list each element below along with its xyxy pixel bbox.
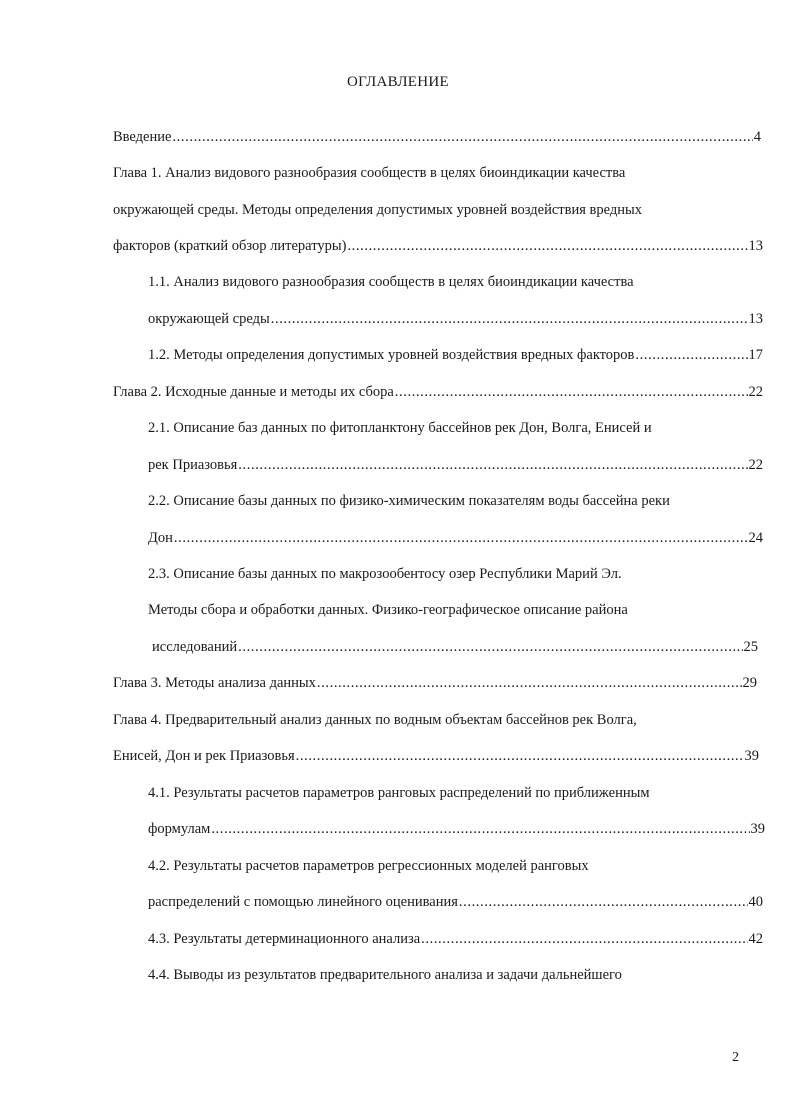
toc-line: Глава 4. Предварительный анализ данных по водным объектам бассейнов рек Волга, [113, 712, 637, 728]
toc-entry-2-1 [148, 454, 763, 476]
toc-entry-page: 25 [743, 639, 758, 655]
toc-entry-title: Глава 3. Методы анализа данных [113, 675, 316, 691]
toc-leader [395, 381, 748, 403]
toc-entry-page: 42 [748, 931, 763, 947]
toc-entry-4-2 [148, 891, 763, 913]
toc-leader [317, 672, 742, 694]
toc-entry-intro [113, 126, 761, 148]
toc-entry-1-2 [148, 344, 763, 366]
page-number: 2 [732, 1050, 739, 1065]
toc-entry-page: 39 [750, 821, 765, 837]
toc-entry-page: 24 [748, 530, 763, 546]
toc-entry-title: Введение [113, 129, 172, 145]
toc-entry-title: факторов (краткий обзор литературы) [113, 238, 347, 254]
toc-entry-1-1 [148, 308, 763, 330]
toc-entry-page: 13 [748, 238, 763, 254]
toc-entry-page: 29 [742, 675, 757, 691]
toc-line: 4.2. Результаты расчетов параметров регрессионных моделей ранговых [148, 858, 589, 874]
toc-line: окружающей среды. Методы определения допустимых уровней воздействия вредных [113, 202, 642, 218]
toc-entry-title: Глава 2. Исходные данные и методы их сбора [113, 384, 394, 400]
toc-leader [635, 344, 747, 366]
toc-entry-4-3 [148, 928, 763, 950]
toc-entry-title: 4.3. Результаты детерминационного анализа [148, 931, 421, 947]
toc-line: Методы сбора и обработки данных. Физико-географическое описание района [148, 602, 628, 618]
toc-entry-title: Дон [148, 530, 173, 546]
toc-entry-title: формулам [148, 821, 211, 837]
toc-leader [347, 235, 747, 257]
toc-line: 4.4. Выводы из результатов предварительного анализа и задачи дальнейшего [148, 967, 622, 983]
toc-entry-page: 22 [748, 457, 763, 473]
toc-line: Глава 1. Анализ видового разнообразия сообществ в целях биоиндикации качества [113, 165, 626, 181]
toc-leader [421, 928, 747, 950]
toc-entry-4-1 [148, 818, 765, 840]
toc-leader [172, 126, 752, 148]
toc-entry-page: 4 [753, 129, 761, 145]
toc-entry-title: Енисей, Дон и рек Приазовья [113, 748, 295, 764]
toc-entry-chapter-4 [113, 745, 759, 767]
toc-entry-2-3 [152, 636, 758, 658]
toc-line: 2.3. Описание базы данных по макрозообентосу озер Республики Марий Эл. [148, 566, 622, 582]
toc-leader [211, 818, 749, 840]
toc-line: 2.1. Описание баз данных по фитопланктону бассейнов рек Дон, Волга, Енисей и [148, 420, 652, 436]
toc-entry-chapter-3 [113, 672, 757, 694]
toc-entry-page: 17 [748, 347, 763, 363]
toc-entry-title: исследований [152, 639, 238, 655]
toc-entry-title: 1.2. Методы определения допустимых уровней воздействия вредных факторов [148, 347, 635, 363]
toc-leader [271, 308, 748, 330]
toc-leader [174, 527, 748, 549]
toc-entry-title: распределений с помощью линейного оценивания [148, 894, 458, 910]
toc-entry-page: 22 [748, 384, 763, 400]
toc-leader [459, 891, 748, 913]
toc-line: 4.1. Результаты расчетов параметров ранговых распределений по приближенным [148, 785, 650, 801]
toc-line: 1.1. Анализ видового разнообразия сообществ в целях биоиндикации качества [148, 274, 634, 290]
toc-entry-title: окружающей среды [148, 311, 270, 327]
toc-entry-page: 13 [748, 311, 763, 327]
toc-entry-2-2 [148, 527, 763, 549]
toc-entry-page: 40 [748, 894, 763, 910]
page-title: ОГЛАВЛЕНИЕ [347, 74, 449, 90]
toc-entry-title: рек Приазовья [148, 457, 238, 473]
toc-entry-chapter-2 [113, 381, 763, 403]
toc-leader [238, 636, 742, 658]
toc-leader [238, 454, 747, 476]
toc-line: 2.2. Описание базы данных по физико-химическим показателям воды бассейна реки [148, 493, 670, 509]
toc-entry-chapter-1 [113, 235, 763, 257]
toc-leader [296, 745, 744, 767]
toc-entry-page: 39 [744, 748, 759, 764]
